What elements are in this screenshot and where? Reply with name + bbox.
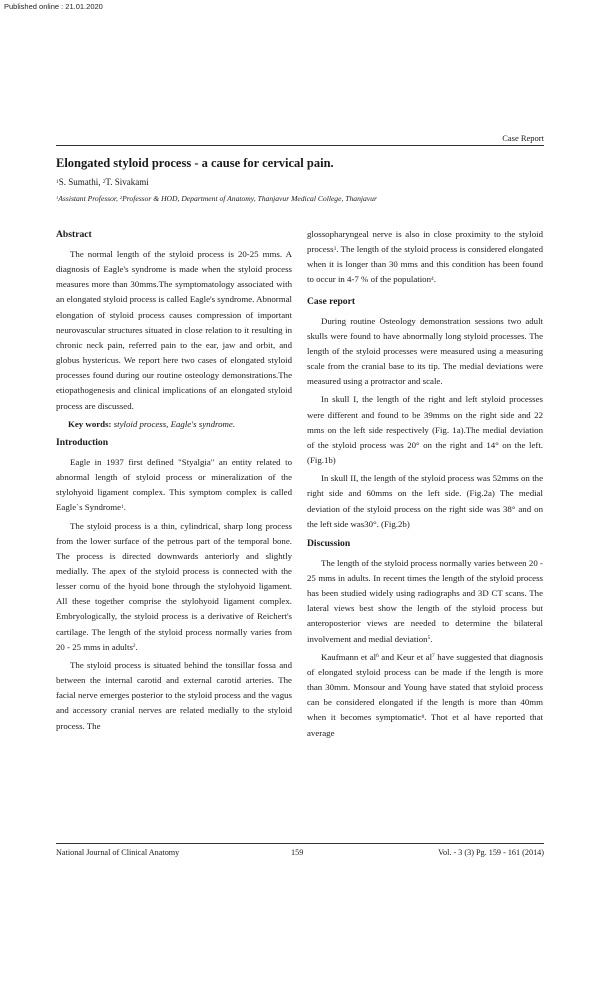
- disc-p2-citation-7: 7: [432, 653, 435, 660]
- abstract-paragraph: The normal length of the styloid process is 20-25 mms. A diagnosis of Eagle's syndrome is made when the styloid process measures more than 30mms.The symptomatology associated with an elongated styloid process is called Eagle's syndrome. Abnormal elongation of styloid process causes compression of important neurovascular structures situated in close relation to it resulting in chronic neck pain, referred pain to the ear, jaw and orbit, and globus hystericus. We report here two cases of elongated styloid processes found during our routine osteology demonstrations.The etiopathogenesis and clinical implications of an elongated styloid process are discussed.: [56, 249, 292, 411]
- header-divider: [56, 145, 544, 146]
- keywords: [56, 417, 292, 432]
- cont-text-c: .: [433, 274, 436, 285]
- discussion-paragraph-2: [307, 650, 543, 741]
- intro-p2-citation: 2: [132, 643, 136, 650]
- disc-p1-end: .: [430, 633, 433, 644]
- intro-p1-text: Eagle in 1937 first defined "Styalgia" an entity related to abnormal length of styloid process or mineralization of the stylohyoid ligament complex. This symptom complex is called Eagle`s Syndrome: [56, 456, 292, 513]
- affiliation-1-superscript: 1: [56, 194, 59, 200]
- affiliation-1-text: Assistant Professor,: [58, 194, 120, 203]
- disc-p2-text-b: and Keur et al: [378, 651, 433, 662]
- cont-citation-4: 4: [431, 276, 434, 283]
- keywords-label: Key words:: [68, 418, 112, 429]
- introduction-paragraph-2: [56, 519, 292, 655]
- left-column: [56, 227, 292, 737]
- intro-p2-end: .: [135, 641, 138, 652]
- footer-divider: [56, 843, 544, 844]
- disc-p2-citation-8: 8: [421, 714, 425, 720]
- disc-p1-citation: 5: [427, 635, 431, 642]
- author-list: [56, 177, 149, 187]
- author-1-superscript: 1: [56, 178, 59, 185]
- affiliation-2-superscript: 2: [119, 194, 123, 200]
- case-report-heading: Case report: [307, 295, 356, 307]
- disc-p2-text-d: . Thot et al have reported that average: [307, 712, 543, 738]
- intro-p1-end: .: [123, 502, 126, 513]
- disc-p2-text-a: Kaufmann et al: [321, 651, 377, 662]
- introduction-heading: Introduction: [56, 436, 109, 448]
- published-online-stamp: Published online : 21.01.2020: [4, 2, 103, 11]
- affiliation-2-text: Professor & HOD, Department of Anatomy, Thanjavur Medical College, Thanjavur: [122, 194, 377, 203]
- discussion-heading: Discussion: [307, 537, 351, 549]
- case-paragraph-3: In skull II, the length of the styloid process was 52mms on the right side and 60mms on the left side. (Fig.2a) The medial deviation of the styloid process on the right side was 38° and on the left side was30°. (Fig.2b): [307, 473, 543, 529]
- cont-text-b: . The length of the styloid process is considered elongated when it is longer than 30 mms and this condition has been found to occur in 4-7 % of the population: [307, 244, 543, 285]
- keywords-text: styloid process, Eagle's syndrome.: [113, 418, 236, 429]
- case-paragraph-2: In skull I, the length of the right and left styloid processes were different and found to be 39mms on the right side and 22 mms on the left side respectively (Fig. 1a).The medial deviation of the styloid process was 20° on the right and 14° on the left. (Fig.1b): [307, 394, 543, 466]
- author-1-name: S. Sumathi,: [58, 177, 103, 187]
- disc-p1-text: The length of the styloid process normally varies between 20 - 25 mms in adults. In recent times the length of the styloid process has been studied widely using radiographs and 3D CT scans. The lateral views best show the length of the styloid process but anteroposterior views are needed to determine the bilateral involvement and medial deviation: [307, 557, 543, 644]
- section-label: Case Report: [502, 133, 544, 143]
- abstract-heading: Abstract: [56, 229, 92, 240]
- article-title: Elongated styloid process - a cause for cervical pain.: [56, 156, 334, 170]
- author-2-superscript: 2: [102, 178, 106, 185]
- cont-text-a: glossopharyngeal nerve is also in close proximity to the styloid process: [307, 229, 543, 255]
- intro-p1-citation: 1: [121, 503, 124, 510]
- author-affiliations: [56, 194, 377, 203]
- footer-volume-info: Vol. - 3 (3) Pg. 159 - 161 (2014): [438, 848, 544, 857]
- disc-p2-text-c: have suggested that diagnosis of elongated styloid process can be made if the length is more than 30mm. Monsour and Young have stated that styloid process can be considered elongated if the length is more than 40mm when it becomes symptomatic: [307, 651, 543, 723]
- introduction-paragraph-1: [56, 455, 292, 516]
- footer-journal-name: National Journal of Clinical Anatomy: [56, 848, 180, 857]
- introduction-paragraph-3: The styloid process is situated behind the tonsillar fossa and between the internal carotid and external carotid arteries. The facial nerve emerges posterior to the styloid process and the vagus and accessory cranial nerves are related medially to the styloid process. The: [56, 659, 292, 731]
- right-column: [307, 227, 543, 744]
- cont-citation-3: 3: [333, 245, 337, 252]
- continued-paragraph: [307, 227, 543, 288]
- discussion-paragraph-1: [307, 556, 543, 647]
- intro-p2-text: The styloid process is a thin, cylindrical, sharp long process from the lower surface of the petrous part of the temporal bone. The process is directed downwards anteriorly and slightly medially. The apex of the styloid process is connected with the lesser cornu of the hyoid bone through the stylohyoid ligament. All these together comprise the stylohyoid ligament complex. Embryologically, the styloid process is a derivative of Reichert's cartilage. The length of the styloid process normally varies from 20 - 25 mms in adults: [56, 520, 292, 652]
- disc-p2-citation-6: 6: [376, 653, 379, 660]
- footer-page-number: 159: [291, 848, 304, 857]
- case-paragraph-1: During routine Osteology demonstration sessions two adult skulls were found to have abnormally long styloid processes. The length of the styloid processes were measured using a measuring scale from the cranial base to its tip. The medial deviations were measured using a protractor and scale.: [307, 315, 543, 387]
- author-2-name: T. Sivakami: [105, 177, 149, 187]
